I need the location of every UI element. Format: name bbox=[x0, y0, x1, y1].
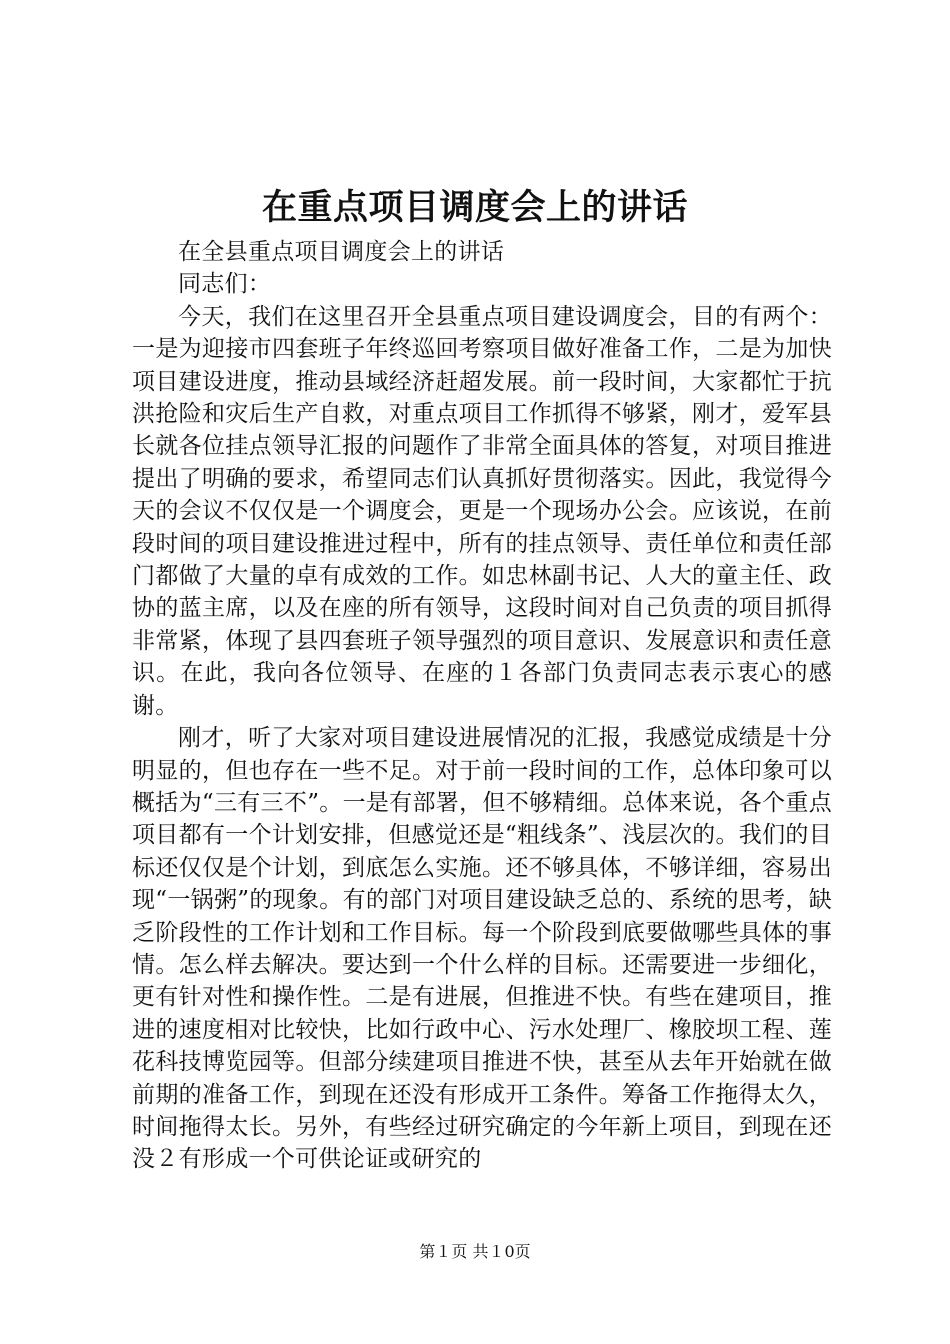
paragraph-1: 今天，我们在这里召开全县重点项目建设调度会，目的有两个：一是为迎接市四套班子年终巡回考察项目做好准备工作，二是为加快项目建设进度，推动县域经济赶超发展。前一段时间，大家都忙于抗洪抢险和灾后生产自救，对重点项目工作抓得不够紧，刚才，爱军县长就各位挂点领导汇报的问题作了非常全面具体的答复，对项目推进提出了明确的要求，希望同志们认真抓好贯彻落实。因此，我觉得今天的会议不仅仅是一个调度会，更是一个现场办公会。应该说，在前段时间的项目建设推进过程中，所有的挂点领导、责任单位和责任部门都做了大量的卓有成效的工作。如忠林副书记、人大的童主任、政协的蓝主席，以及在座的所有领导，这段时间对自己负责的项目抓得非常紧，体现了县四套班子领导强烈的项目意识、发展意识和责任意识。在此，我向各位领导、在座的１各部门负责同志表示衷心的感谢。 bbox=[132, 303, 832, 719]
document-body bbox=[132, 236, 832, 1176]
salutation: 同志们： bbox=[178, 271, 272, 298]
page-title: 在重点项目调度会上的讲话 bbox=[261, 187, 688, 228]
paragraph-2: 刚才，听了大家对项目建设进展情况的汇报，我感觉成绩是十分明显的，但也存在一些不足。对于前一段时间的工作，总体印象可以概括为“三有三不”。一是有部署，但不够精细。总体来说，各个重点项目都有一个计划安排，但感觉还是“粗线条”、浅层次的。我们的目标还仅仅是个计划，到底怎么实施。还不够具体，不够详细，容易出现“一锅粥”的现象。有的部门对项目建设缺乏总的、系统的思考，缺乏阶段性的工作计划和工作目标。每一个阶段到底要做哪些具体的事情。怎么样去解决。要达到一个什么样的目标。还需要进一步细化，更有针对性和操作性。二是有进展，但推进不快。有些在建项目，推进的速度相对比较快，比如行政中心、污水处理厂、橡胶坝工程、莲花科技博览园等。但部分续建项目推进不快，甚至从去年开始就在做前期的准备工作，到现在还没有形成开工条件。筹备工作拖得太久，时间拖得太长。另外，有些经过研究确定的今年新上项目，到现在还没２有形成一个可供论证或研究的 bbox=[132, 725, 832, 1173]
subtitle: 在全县重点项目调度会上的讲话 bbox=[178, 239, 505, 265]
page-footer: 第１页 共１0页 bbox=[419, 1242, 531, 1261]
